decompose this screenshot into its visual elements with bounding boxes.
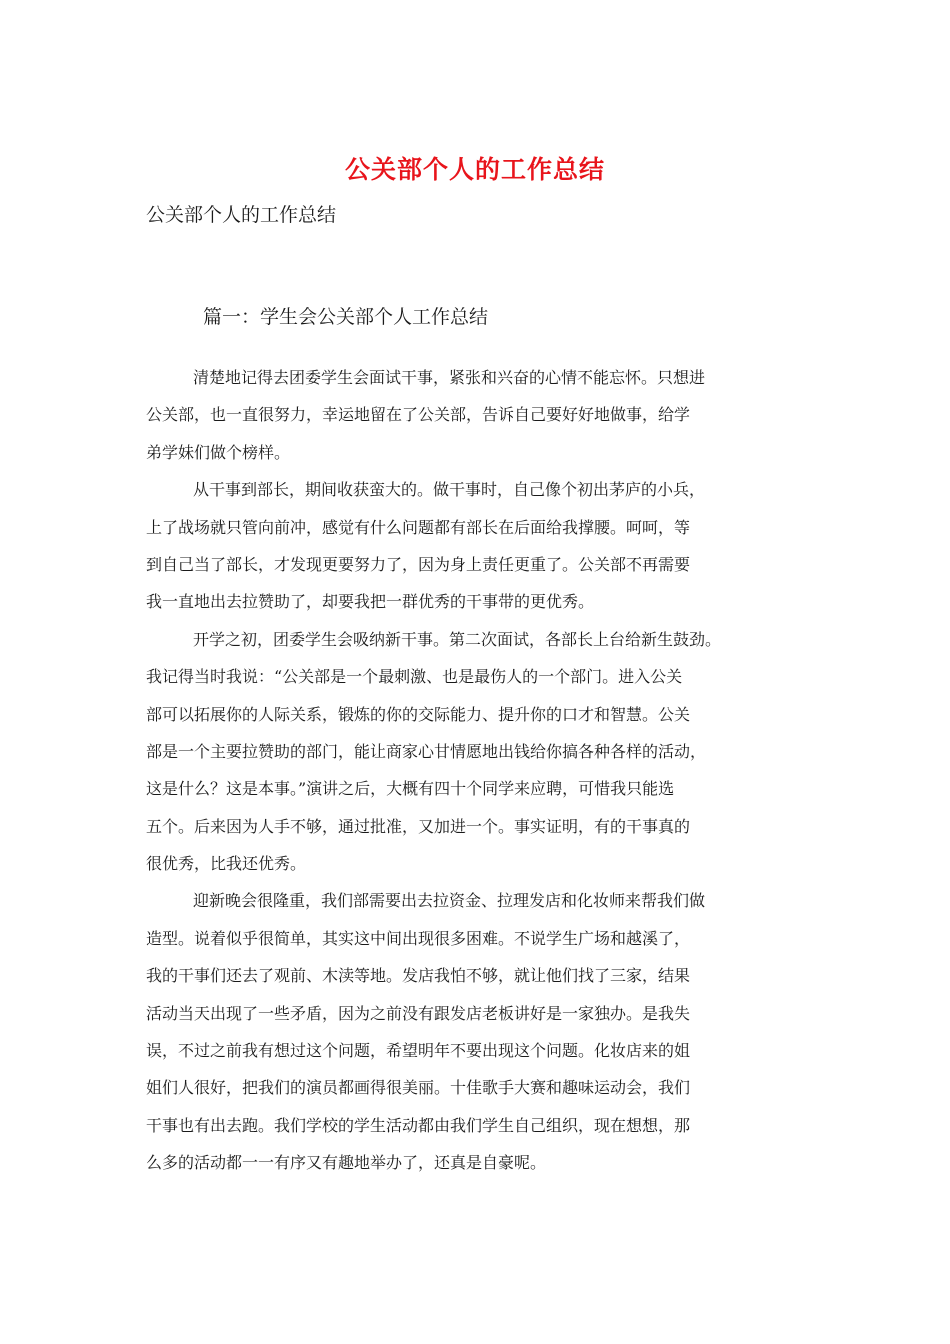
- text-line: 公关部，也一直很努力，幸运地留在了公关部，告诉自己要好好地做事，给学: [146, 405, 691, 425]
- text-line: 么多的活动都一一有序又有趣地举办了，还真是自豪呢。: [146, 1153, 547, 1173]
- text-line: 活动当天出现了一些矛盾，因为之前没有跟发店老板讲好是一家独办。是我失: [146, 1003, 691, 1023]
- text-line: 干事也有出去跑。我们学校的学生活动都由我们学生自己组织，现在想想，那: [146, 1115, 691, 1135]
- section-heading: 篇一：学生会公关部个人工作总结: [203, 306, 489, 328]
- text-line: 部可以拓展你的人际关系，锻炼的你的交际能力、提升你的口才和智慧。公关: [146, 704, 691, 724]
- text-line: 清楚地记得去团委学生会面试干事，紧张和兴奋的心情不能忘怀。只想进: [193, 368, 706, 387]
- text-line: 这是什么？这是本事。”演讲之后，大概有四十个同学来应聘，可惜我只能选: [146, 779, 675, 799]
- text-line: 部是一个主要拉赞助的部门，能让商家心甘情愿地出钱给你搞各种各样的活动，: [146, 741, 707, 761]
- paragraph: [146, 365, 816, 477]
- body-text: [146, 365, 816, 1188]
- text-line: 姐们人很好，把我们的演员都画得很美丽。十佳歌手大赛和趣味运动会，我们: [146, 1078, 691, 1098]
- paragraph: [146, 627, 816, 889]
- text-line: 迎新晚会很隆重，我们部需要出去拉资金、拉理发店和化妆师来帮我们做: [193, 891, 706, 911]
- text-line: 误，不过之前我有想过这个问题，希望明年不要出现这个问题。化妆店来的姐: [146, 1041, 691, 1061]
- text-line: 弟学妹们做个榜样。: [146, 442, 291, 462]
- text-line: 五个。后来因为人手不够，通过批准，又加进一个。事实证明，有的干事真的: [146, 816, 691, 836]
- document-subtitle: 公关部个人的工作总结: [146, 204, 337, 226]
- document-title: 公关部个人的工作总结: [344, 155, 605, 184]
- paragraph: [146, 888, 816, 1187]
- text-line: 我一直地出去拉赞助了，却要我把一群优秀的干事带的更优秀。: [146, 592, 595, 612]
- paragraph: [146, 477, 816, 627]
- text-line: 到自己当了部长，才发现更要努力了，因为身上责任更重了。公关部不再需要: [146, 554, 691, 574]
- text-line: 上了战场就只管向前冲，感觉有什么问题都有部长在后面给我撑腰。呵呵，等: [146, 517, 691, 537]
- text-line: 很优秀，比我还优秀。: [146, 854, 307, 874]
- text-line: 我的干事们还去了观前、木渎等地。发店我怕不够，就让他们找了三家，结果: [146, 966, 691, 986]
- text-line: 我记得当时我说：“公关部是一个最刺激、也是最伤人的一个部门。进入公关: [146, 667, 683, 687]
- text-line: 造型。说着似乎很简单，其实这中间出现很多困难。不说学生广场和越溪了，: [146, 928, 691, 948]
- text-line: 从干事到部长，期间收获蛮大的。做干事时，自己像个初出茅庐的小兵，: [193, 480, 706, 500]
- text-line: 开学之初，团委学生会吸纳新干事。第二次面试，各部长上台给新生鼓劲。: [193, 629, 722, 649]
